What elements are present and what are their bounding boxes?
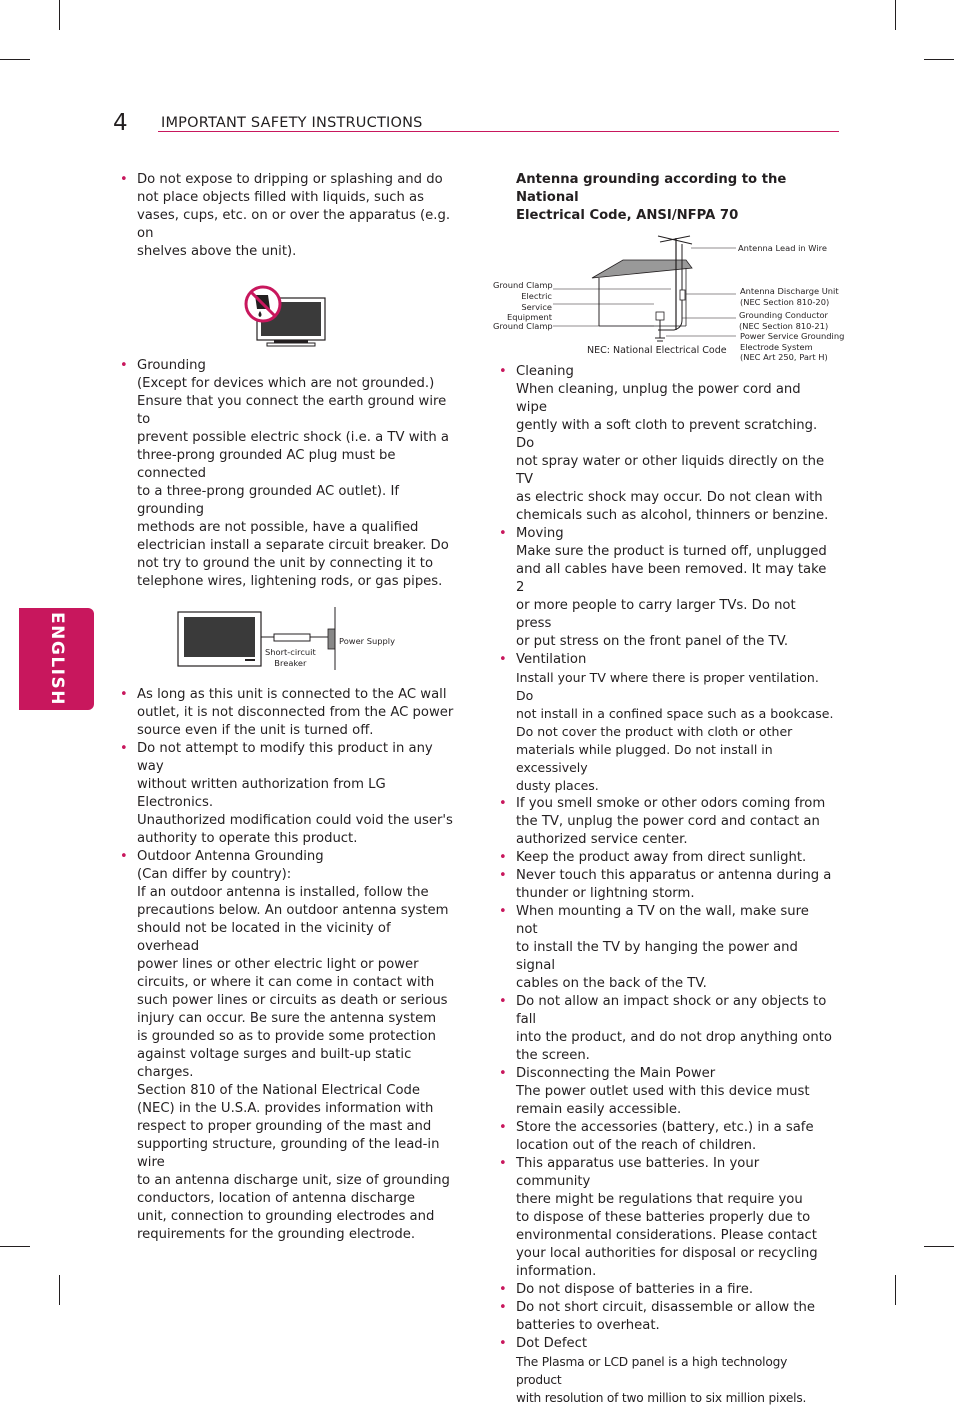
smoke-text: If you smell smoke or other odors coming from the TV, unplug the power cord and contact an authorized service center. <box>516 796 826 847</box>
tv-liquid-warning-icon <box>137 273 455 353</box>
bullet-icon: • <box>499 1120 507 1135</box>
outdoor-antenna-heading: Outdoor Antenna Grounding <box>137 849 324 864</box>
bullet-icon: • <box>120 741 128 756</box>
sunlight-text: Keep the product away from direct sunlight. <box>516 850 807 865</box>
ground-clamp-bottom-label: Ground Clamp <box>493 321 553 331</box>
list-item <box>499 1155 834 1281</box>
cleaning-text: When cleaning, unplug the power cord and wipe gently with a soft cloth to prevent scratching. Do not spray water or other liquids directly on the TV as electric shock may occur. Do not clean with chemicals such as alcohol, thinners or benzine. <box>516 382 829 523</box>
list-item <box>499 867 834 903</box>
right-column <box>516 171 834 225</box>
title-divider <box>158 131 839 132</box>
ventilation-heading: Ventilation <box>516 652 587 667</box>
crop-mark <box>895 0 896 30</box>
wall-mount-text: When mounting a TV on the wall, make sure not to install the TV by hanging the power and signal cables on the back of the TV. <box>516 904 809 991</box>
thunder-text: Never touch this apparatus or antenna during a thunder or lightning storm. <box>516 868 832 901</box>
antenna-grounding-diagram <box>486 232 846 364</box>
bullet-icon: • <box>499 1156 507 1171</box>
grounding-heading: Grounding <box>137 358 206 373</box>
crop-mark <box>924 59 954 60</box>
bullet-icon: • <box>499 1336 507 1351</box>
bullet-icon: • <box>499 364 507 379</box>
section-title: IMPORTANT SAFETY INSTRUCTIONS <box>161 115 423 131</box>
bullet-icon: • <box>120 172 128 187</box>
list-item <box>499 1281 834 1299</box>
list-item <box>499 1065 834 1119</box>
moving-heading: Moving <box>516 526 564 541</box>
bullet-icon: • <box>499 652 507 667</box>
antenna-grounding-heading: Antenna grounding according to the National Electrical Code, ANSI/NFPA 70 <box>516 172 787 223</box>
crop-mark <box>895 1275 896 1305</box>
ground-clamp-top-label: Ground Clamp <box>493 280 553 290</box>
list-item <box>120 357 455 591</box>
electric-service-label: Electric Service Equipment <box>506 291 552 322</box>
right-column-list <box>499 363 834 1407</box>
list-item <box>120 848 455 1244</box>
power-service-label: Power Service Grounding Electrode System (NEC Art 250, Part H) <box>740 331 845 362</box>
list-item <box>499 1299 834 1335</box>
crop-mark <box>59 1275 60 1305</box>
list-item <box>120 740 455 848</box>
nec-label: NEC: National Electrical Code <box>587 345 727 356</box>
no-liquids-illustration <box>137 273 455 353</box>
list-item <box>499 1335 834 1407</box>
bullet-icon: • <box>499 796 507 811</box>
breaker-label: Short-circuit Breaker <box>265 647 316 668</box>
list-item <box>499 525 834 651</box>
bullet-icon: • <box>499 850 507 865</box>
list-item <box>499 1119 834 1155</box>
list-item <box>120 171 455 261</box>
batteries-text: This apparatus use batteries. In your community there might be regulations that require you to dispose of these batteries properly due to environmental considerations. Please contact your local authorities for disposal or recycling information. <box>516 1156 818 1279</box>
list-item <box>499 795 834 849</box>
cleaning-heading: Cleaning <box>516 364 574 379</box>
short-circuit-text: Do not short circuit, disassemble or allow the batteries to overheat. <box>516 1300 815 1333</box>
bullet-icon: • <box>499 1282 507 1297</box>
ventilation-text: Install your TV where there is proper ventilation. Do not install in a confined space such as a bookcase. Do not cover the product with cloth or other materials while plugged. Do not install in excessively dusty places. <box>516 670 834 793</box>
page-number: 4 <box>113 110 128 136</box>
circuit-breaker-diagram <box>137 607 455 673</box>
list-item <box>499 993 834 1065</box>
discharge-unit-label: Antenna Discharge Unit (NEC Section 810-20) <box>740 286 839 307</box>
crop-mark <box>0 59 30 60</box>
drip-warning-text: Do not expose to dripping or splashing and do not place objects filled with liquids, such as vases, cups, etc. on or over the apparatus (e.g. on shelves above the unit). <box>137 172 451 259</box>
power-supply-label: Power Supply <box>339 636 395 646</box>
grounding-text: (Except for devices which are not grounded.) Ensure that you connect the earth ground wire to prevent possible electric shock (i.e. a TV with a three-prong grounded AC plug must be connected to a three-prong grounded AC outlet). If grounding methods are not possible, have a qualified electrician install a separate circuit breaker. Do not try to ground the unit by connecting it to telephone wires, lightening rods, or gas pipes. <box>137 376 449 589</box>
modify-text: Do not attempt to modify this product in any way without written authorization from LG Electronics. Unauthorized modification could void the user's authority to operate this product. <box>137 741 453 846</box>
bullet-icon: • <box>499 994 507 1009</box>
fire-text: Do not dispose of batteries in a fire. <box>516 1282 754 1297</box>
outdoor-antenna-text: (Can differ by country): If an outdoor antenna is installed, follow the precautions below. An outdoor antenna system should not be located in the vicinity of overhead power lines or other electric light or power circuits, or where it can come in contact with such power lines or circuits as death or serious injury can occur. Be sure the antenna system is grounded so as to provide some protection against voltage surges and built-up static charges. Section 810 of the National Electrical Code (NEC) in the U.S.A. provides information with respect to proper grounding of the mast and supporting structure, grounding of the lead-in wire to an antenna discharge unit, size of grounding conductors, location of antenna discharge unit, connection to grounding electrodes and requirements for the grounding electrode. <box>137 867 450 1242</box>
antenna-lead-label: Antenna Lead in Wire <box>738 243 827 253</box>
bullet-icon: • <box>120 358 128 373</box>
ac-wall-text: As long as this unit is connected to the AC wall outlet, it is not disconnected from the AC power source even if the unit is turned off. <box>137 687 454 738</box>
accessories-text: Store the accessories (battery, etc.) in a safe location out of the reach of children. <box>516 1120 814 1153</box>
list-item <box>499 651 834 795</box>
dot-defect-heading: Dot Defect <box>516 1336 588 1351</box>
bullet-icon: • <box>499 904 507 919</box>
impact-text: Do not allow an impact shock or any objects to fall into the product, and do not drop anything onto the screen. <box>516 994 832 1063</box>
crop-mark <box>0 1246 30 1247</box>
list-item <box>499 363 834 525</box>
left-column <box>120 171 455 1244</box>
list-item <box>120 686 455 740</box>
grounding-conductor-label: Grounding Conductor (NEC Section 810-21) <box>739 310 829 331</box>
disconnect-heading: Disconnecting the Main Power <box>516 1066 716 1081</box>
list-item <box>499 903 834 993</box>
dot-defect-text: The Plasma or LCD panel is a high technology product with resolution of two million to six million pixels. <box>516 1355 807 1405</box>
bullet-icon: • <box>499 1066 507 1081</box>
language-tab-label: ENGLISH <box>46 612 67 706</box>
language-tab <box>19 608 94 710</box>
bullet-icon: • <box>499 526 507 541</box>
moving-text: Make sure the product is turned off, unplugged and all cables have been removed. It may take 2 or more people to carry larger TVs. Do not press or put stress on the front panel of the TV. <box>516 544 827 649</box>
list-item <box>499 849 834 867</box>
crop-mark <box>924 1246 954 1247</box>
crop-mark <box>59 0 60 30</box>
bullet-icon: • <box>499 868 507 883</box>
bullet-icon: • <box>120 849 128 864</box>
bullet-icon: • <box>499 1300 507 1315</box>
bullet-icon: • <box>120 687 128 702</box>
disconnect-text: The power outlet used with this device must remain easily accessible. <box>516 1084 810 1117</box>
